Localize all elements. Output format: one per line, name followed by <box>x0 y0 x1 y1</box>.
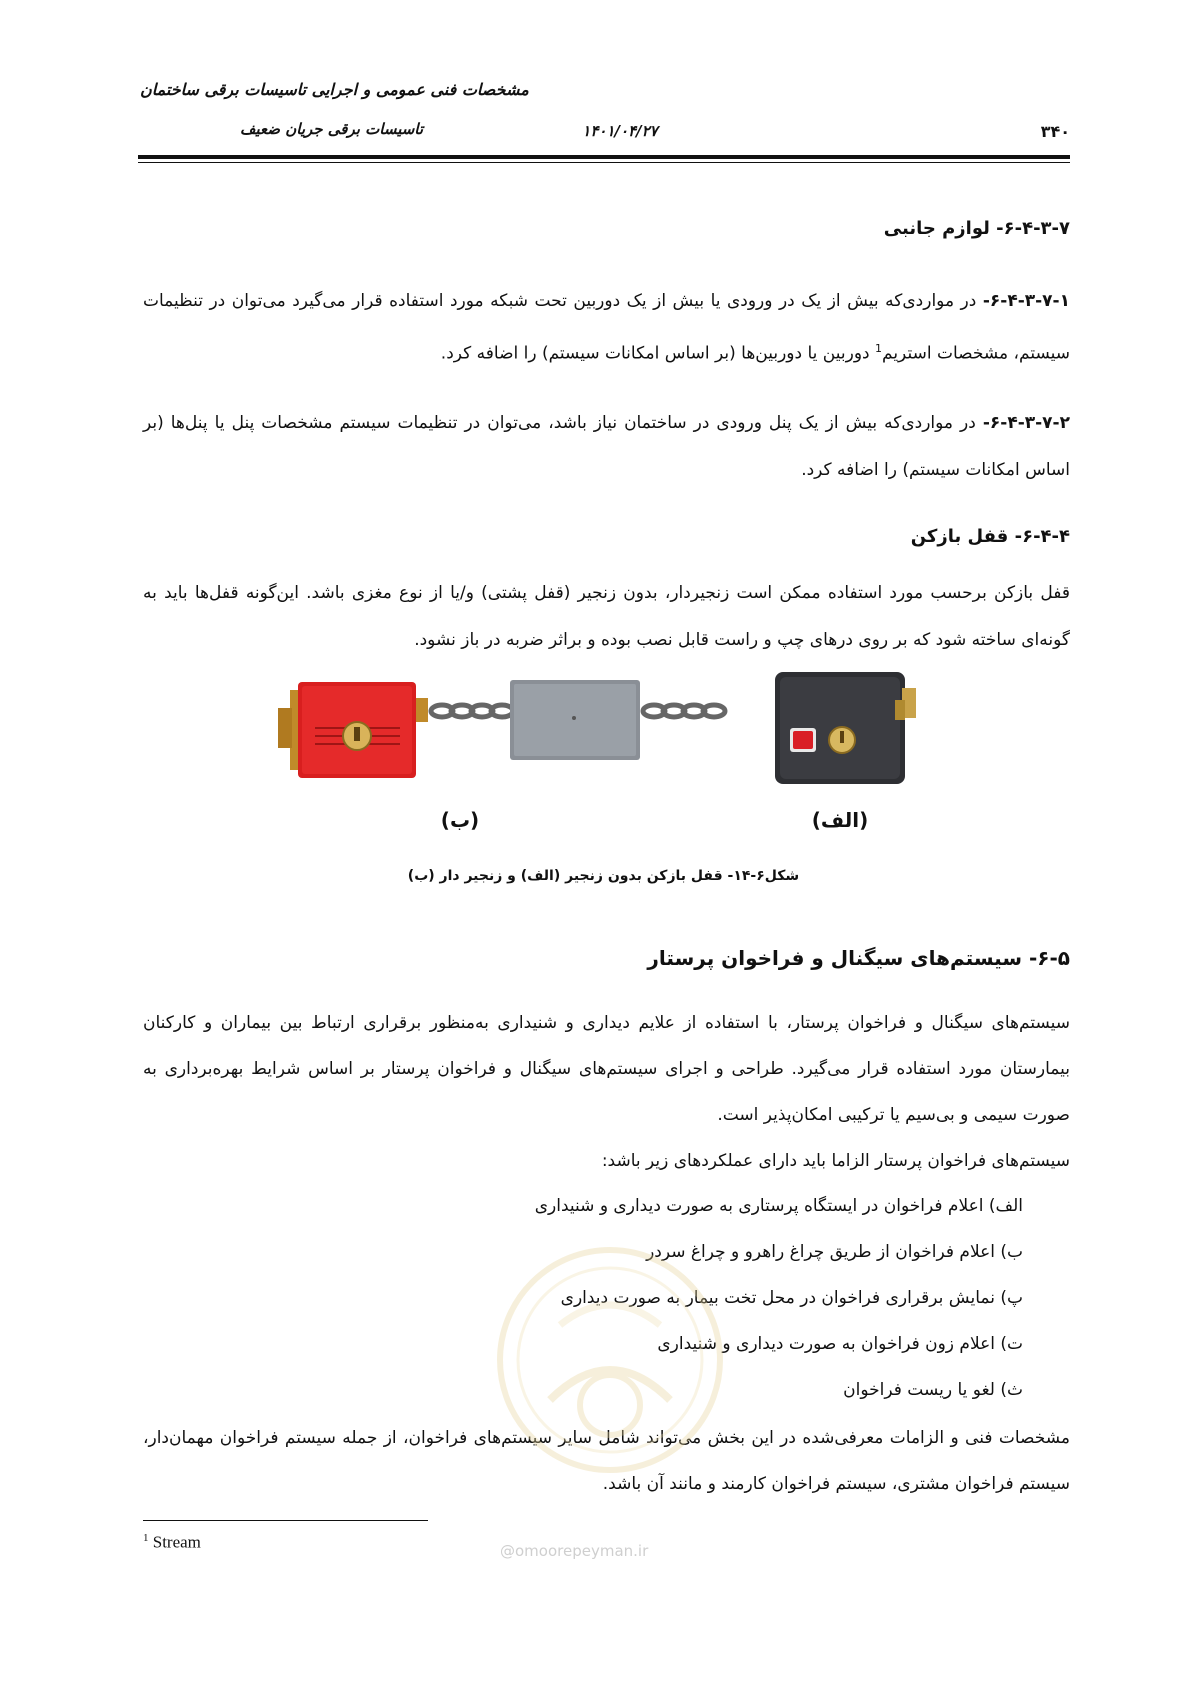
paragraph-text: سیستم‌های سیگنال و فراخوان پرستار، با استفاده از علایم دیداری و شنیداری به‌منظور برقراری ارتباط بین بیماران و کارکنان بیمارستان مورد استفاده قرار می‌گیرد. طراحی و اجرای سیستم‌های سیگنال و فراخوان پرستار بر اساس شرایط بهره‌برداری به صورت سیمی و بی‌سیم یا ترکیبی امکان‌پذیر است. <box>143 1013 1070 1125</box>
list-item: پ) نمایش برقراری فراخوان در محل تخت بیمار به صورت دیداری <box>560 1288 1023 1308</box>
paragraph-2 <box>143 400 1070 494</box>
door-lock-figure <box>270 670 970 810</box>
document-title: مشخصات فنی عمومی و اجرایی تاسیسات برقی ساختمان <box>140 80 529 99</box>
figure-label-alef: (الف) <box>811 808 869 832</box>
heading-number: ۶-۴-۴- <box>1014 526 1070 547</box>
chain-right <box>643 705 725 717</box>
watermark-url: @omoorepeyman.ir <box>500 1542 649 1560</box>
figure-caption: شکل۶-۱۴- قفل بازکن بدون زنجیر (الف) و زنجیر دار (ب) <box>407 868 800 884</box>
paragraph-text: در مواردی‌که بیش از یک در ورودی یا بیش از یک دوربین تحت شبکه مورد استفاده قرار می‌گیرد می‌توان در تنظیمات سیستم، مشخصات استریم <box>143 291 1070 364</box>
list-item: ت) اعلام زون فراخوان به صورت دیداری و شنیداری <box>657 1334 1023 1354</box>
paragraph-3 <box>143 570 1070 664</box>
paragraph-text: در مواردی‌که بیش از یک پنل ورودی در ساختمان نیاز باشد، می‌توان در تنظیمات سیستم مشخصات پنل یا پنل‌ها (بر اساس امکانات سیستم) را اضافه کرد. <box>143 413 1070 480</box>
watermark-seal <box>490 1230 730 1490</box>
list-item: ث) لغو یا ریست فراخوان <box>843 1380 1023 1400</box>
header-rule-thick <box>138 155 1070 159</box>
heading-text: لوازم جانبی <box>883 218 990 239</box>
heading-text: سیستم‌های سیگنال و فراخوان پرستار <box>647 946 1022 970</box>
heading-number: ۶-۴-۳-۷- <box>996 218 1070 239</box>
heading-door-opener <box>143 513 1070 560</box>
paragraph-4 <box>143 1000 1070 1138</box>
heading-accessories <box>143 205 1070 252</box>
paragraph-number: ۶-۴-۳-۷-۲- <box>982 413 1070 433</box>
paragraph-text: سیستم‌های فراخوان پرستار الزاما باید دارای عملکردهای زیر باشد: <box>601 1151 1070 1171</box>
page-number: ۳۴۰ <box>1040 122 1070 141</box>
chain-left <box>431 705 513 717</box>
paragraph-1 <box>143 278 1070 378</box>
header-date: ۱۴۰۱/۰۴/۲۷ <box>582 122 658 140</box>
footnote-text: Stream <box>152 1532 201 1552</box>
paragraph-5 <box>143 1138 1070 1185</box>
list-item: الف) اعلام فراخوان در ایستگاه پرستاری به صورت دیداری و شنیداری <box>534 1196 1023 1216</box>
black-lock-image <box>775 672 916 784</box>
heading-nurse-call <box>143 935 1070 982</box>
strike-plate-image <box>510 680 640 760</box>
footnote-rule <box>143 1520 428 1521</box>
footnote <box>143 1532 201 1553</box>
paragraph-number: ۶-۴-۳-۷-۱- <box>982 291 1070 311</box>
footnote-ref[interactable]: 1 <box>875 342 883 355</box>
paragraph-text: مشخصات فنی و الزامات معرفی‌شده در این بخش می‌تواند شامل سایر سیستم‌های فراخوان، از جمله سیستم فراخوان مهمان‌دار، سیستم فراخوان مشتری، سیستم فراخوان کارمند و مانند آن باشد. <box>143 1428 1070 1494</box>
red-chain-lock-image <box>278 682 428 778</box>
paragraph-text: قفل بازکن برحسب مورد استفاده ممکن است زنجیردار، بدون زنجیر (قفل پشتی) و/یا از نوع مغزی باشد. این‌گونه قفل‌ها باید به گونه‌ای ساخته شود که بر روی درهای چپ و راست قابل نصب بوده و براثر ضربه در باز نشود. <box>143 583 1070 650</box>
header-rule-thin <box>138 162 1070 163</box>
paragraph-text-cont: دوربین یا دوربین‌ها (بر اساس امکانات سیستم) را اضافه کرد. <box>440 343 876 364</box>
list-item: ب) اعلام فراخوان از طریق چراغ راهرو و چراغ سردر <box>646 1242 1023 1262</box>
section-subtitle: تاسیسات برقی جریان ضعیف <box>240 120 424 138</box>
heading-number: ۶-۵- <box>1028 946 1070 970</box>
heading-text: قفل بازکن <box>910 526 1009 547</box>
figure-label-b: (ب) <box>440 808 480 832</box>
footnote-number: 1 <box>143 1532 149 1544</box>
